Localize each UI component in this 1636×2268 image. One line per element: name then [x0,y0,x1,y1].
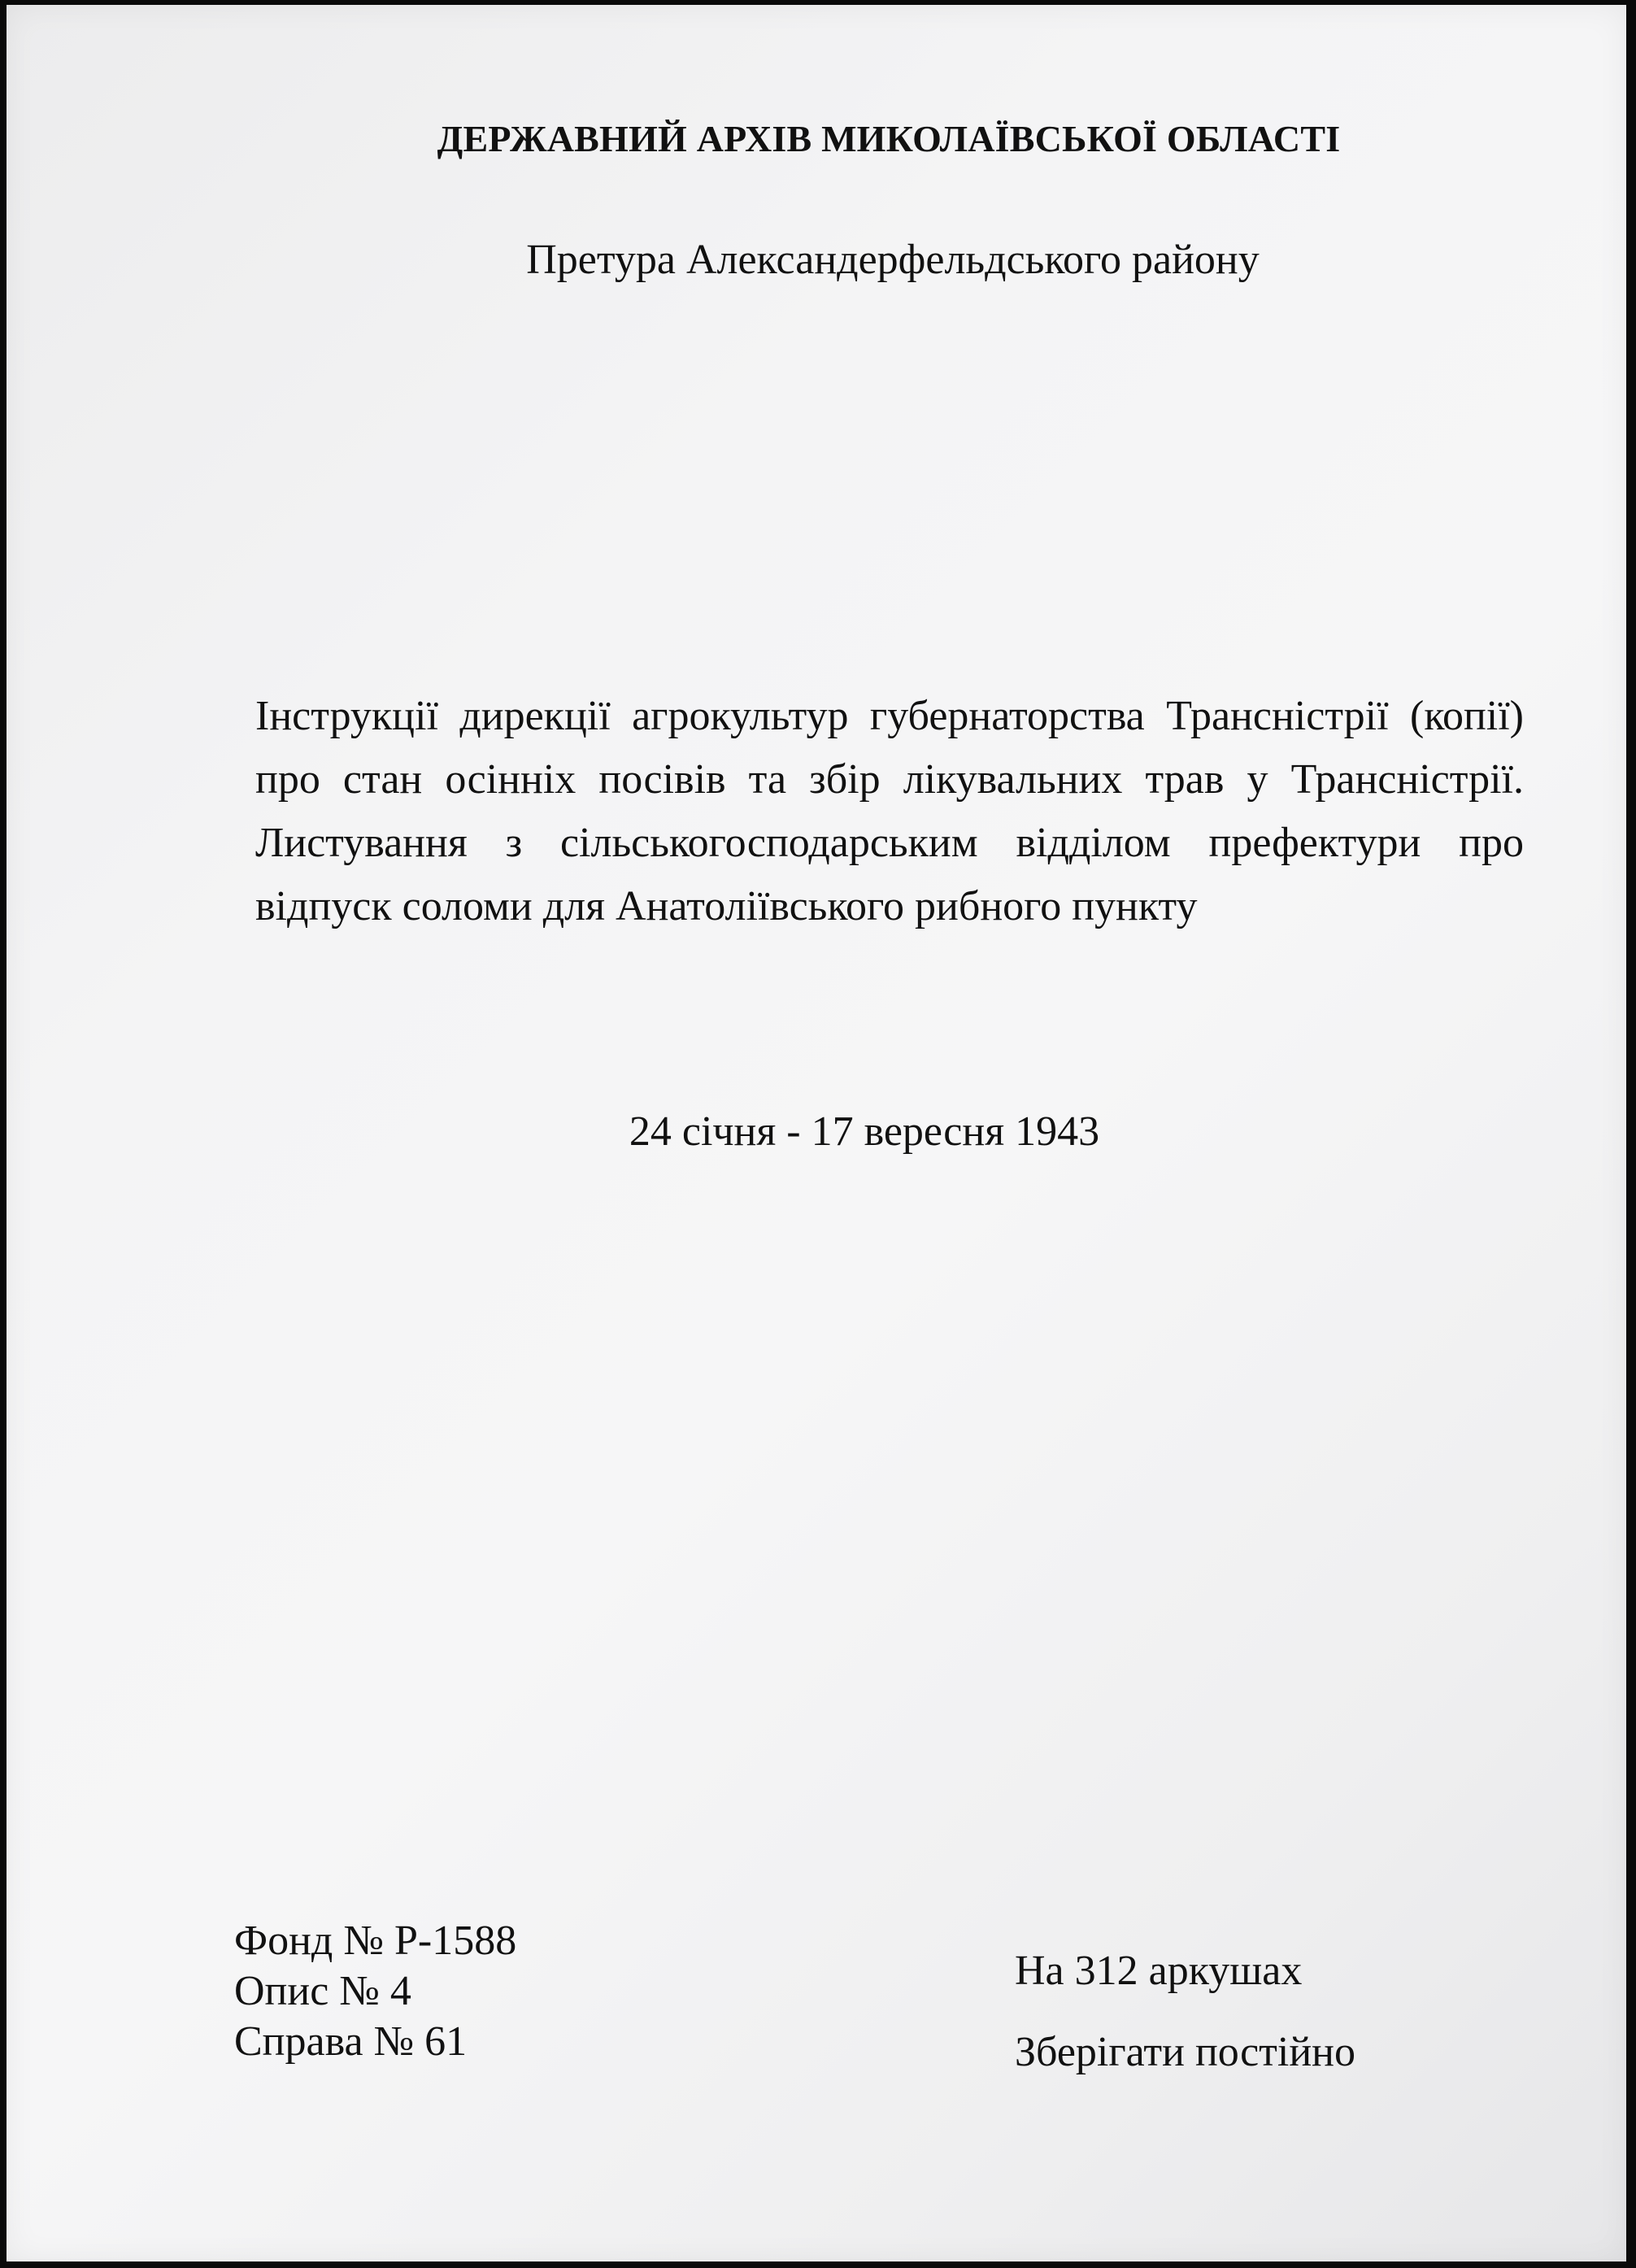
case-title [255,685,1524,938]
retention-note: Зберігати постійно [1015,2029,1355,2075]
case-title-line: відпуск соломи для Анатоліївського рибного пункту [255,883,1198,929]
paper-sheet [7,5,1626,2261]
organization-name: Претура Александерфельдського району [526,237,1260,283]
sprava-number: Справа № 61 [234,2018,468,2065]
case-title-line: Інструкції дирекції агрокультур губернаторства Трансністрії (копії) [255,693,1524,739]
fond-number: Фонд № Р-1588 [234,1918,517,1964]
sheet-count: На 312 аркушах [1015,1948,1303,1994]
case-title-line: Листування з сільськогосподарським відділом префектури про [255,820,1524,866]
case-dates: 24 січня - 17 вересня 1943 [629,1108,1100,1155]
archival-reference [234,1916,516,2067]
case-title-line: про стан осінніх посівів та збір лікувальних трав у Трансністрії. [255,756,1524,803]
opys-number: Опис № 4 [234,1968,411,2014]
archive-name: ДЕРЖАВНИЙ АРХІВ МИКОЛАЇВСЬКОЇ ОБЛАСТІ [437,118,1341,159]
storage-info [1015,1931,1355,2093]
